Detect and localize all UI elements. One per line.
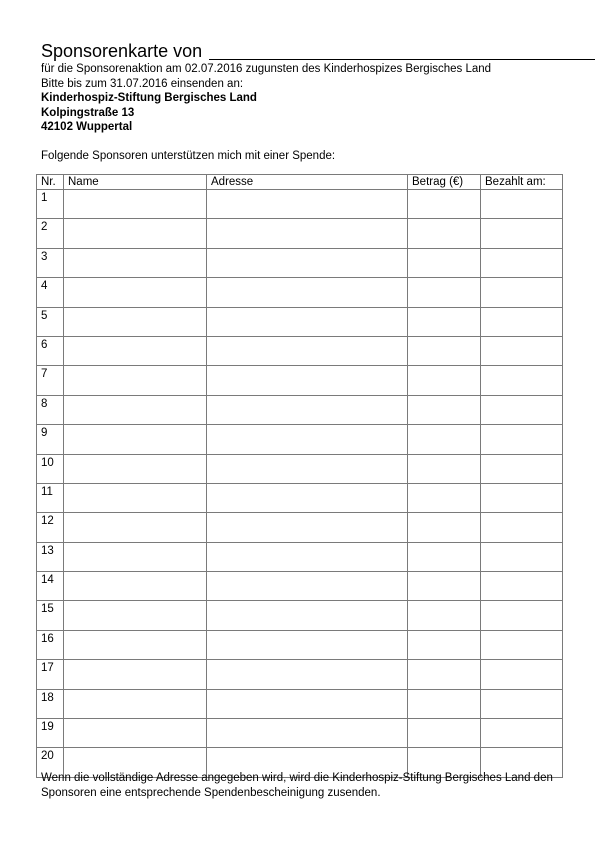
- paid-date-cell[interactable]: [481, 219, 563, 248]
- row-number: 19: [37, 719, 64, 748]
- row-number: 12: [37, 513, 64, 542]
- paid-date-cell[interactable]: [481, 248, 563, 277]
- name-cell[interactable]: [64, 278, 207, 307]
- table-row: [37, 660, 563, 689]
- amount-cell[interactable]: [408, 366, 481, 395]
- row-number: 3: [37, 248, 64, 277]
- name-cell[interactable]: [64, 454, 207, 483]
- row-number: 8: [37, 395, 64, 424]
- paid-date-cell[interactable]: [481, 336, 563, 365]
- amount-cell[interactable]: [408, 630, 481, 659]
- table-row: [37, 454, 563, 483]
- intro-block: [41, 62, 491, 135]
- amount-cell[interactable]: [408, 719, 481, 748]
- table-header-row: [37, 175, 563, 190]
- header-paid: Bezahlt am:: [481, 175, 563, 190]
- amount-cell[interactable]: [408, 278, 481, 307]
- table-row: [37, 190, 563, 219]
- row-number: 17: [37, 660, 64, 689]
- paid-date-cell[interactable]: [481, 513, 563, 542]
- amount-cell[interactable]: [408, 219, 481, 248]
- name-cell[interactable]: [64, 483, 207, 512]
- address-cell[interactable]: [207, 278, 408, 307]
- row-number: 20: [37, 748, 64, 777]
- row-number: 9: [37, 425, 64, 454]
- amount-cell[interactable]: [408, 660, 481, 689]
- paid-date-cell[interactable]: [481, 366, 563, 395]
- name-cell[interactable]: [64, 395, 207, 424]
- row-number: 13: [37, 542, 64, 571]
- table-row: [37, 366, 563, 395]
- amount-cell[interactable]: [408, 248, 481, 277]
- amount-cell[interactable]: [408, 454, 481, 483]
- intro-line-campaign: für die Sponsorenaktion am 02.07.2016 zugunsten des Kinderhospizes Bergisches Land: [41, 63, 492, 75]
- name-fill-line: [209, 59, 595, 60]
- paid-date-cell[interactable]: [481, 572, 563, 601]
- sponsor-table: [36, 174, 563, 778]
- paid-date-cell[interactable]: [481, 395, 563, 424]
- address-cell[interactable]: [207, 219, 408, 248]
- name-cell[interactable]: [64, 513, 207, 542]
- address-cell[interactable]: [207, 689, 408, 718]
- row-number: 16: [37, 630, 64, 659]
- table-row: [37, 542, 563, 571]
- address-cell[interactable]: [207, 248, 408, 277]
- sponsor-lead-text: Folgende Sponsoren unterstützen mich mit einer Spende:: [41, 150, 336, 162]
- name-cell[interactable]: [64, 542, 207, 571]
- address-cell[interactable]: [207, 307, 408, 336]
- table-row: [37, 719, 563, 748]
- paid-date-cell[interactable]: [481, 190, 563, 219]
- name-cell[interactable]: [64, 630, 207, 659]
- row-number: 4: [37, 278, 64, 307]
- amount-cell[interactable]: [408, 307, 481, 336]
- row-number: 18: [37, 689, 64, 718]
- paid-date-cell[interactable]: [481, 278, 563, 307]
- address-cell[interactable]: [207, 425, 408, 454]
- recipient-city: 42102 Wuppertal: [41, 121, 133, 133]
- address-cell[interactable]: [207, 366, 408, 395]
- paid-date-cell[interactable]: [481, 542, 563, 571]
- paid-date-cell[interactable]: [481, 660, 563, 689]
- row-number: 1: [37, 190, 64, 219]
- name-cell[interactable]: [64, 601, 207, 630]
- address-cell[interactable]: [207, 660, 408, 689]
- name-cell[interactable]: [64, 425, 207, 454]
- address-cell[interactable]: [207, 572, 408, 601]
- table-row: [37, 513, 563, 542]
- table-row: [37, 336, 563, 365]
- name-cell[interactable]: [64, 572, 207, 601]
- paid-date-cell[interactable]: [481, 601, 563, 630]
- header-address: Adresse: [207, 175, 408, 190]
- row-number: 10: [37, 454, 64, 483]
- paid-date-cell[interactable]: [481, 719, 563, 748]
- header-nr: Nr.: [37, 175, 64, 190]
- name-cell[interactable]: [64, 307, 207, 336]
- name-cell[interactable]: [64, 366, 207, 395]
- name-cell[interactable]: [64, 248, 207, 277]
- row-number: 7: [37, 366, 64, 395]
- amount-cell[interactable]: [408, 572, 481, 601]
- table-row: [37, 689, 563, 718]
- table-row: [37, 572, 563, 601]
- paid-date-cell[interactable]: [481, 307, 563, 336]
- amount-cell[interactable]: [408, 483, 481, 512]
- paid-date-cell[interactable]: [481, 425, 563, 454]
- paid-date-cell[interactable]: [481, 483, 563, 512]
- row-number: 15: [37, 601, 64, 630]
- footer-note: Wenn die vollständige Adresse angegeben wird, wird die Kinderhospiz-Stiftung Bergisches Land den Sponsoren eine entsprechende Spendenbescheinigung zusenden.: [41, 772, 553, 799]
- name-cell[interactable]: [64, 660, 207, 689]
- address-cell[interactable]: [207, 542, 408, 571]
- table-row: [37, 601, 563, 630]
- table-row: [37, 483, 563, 512]
- amount-cell[interactable]: [408, 513, 481, 542]
- header-amount: Betrag (€): [408, 175, 481, 190]
- name-cell[interactable]: [64, 190, 207, 219]
- address-cell[interactable]: [207, 395, 408, 424]
- row-number: 5: [37, 307, 64, 336]
- table-row: [37, 630, 563, 659]
- table-row: [37, 307, 563, 336]
- address-cell[interactable]: [207, 630, 408, 659]
- address-cell[interactable]: [207, 454, 408, 483]
- address-cell[interactable]: [207, 719, 408, 748]
- table-row: [37, 395, 563, 424]
- table-row: [37, 278, 563, 307]
- name-cell[interactable]: [64, 219, 207, 248]
- amount-cell[interactable]: [408, 425, 481, 454]
- amount-cell[interactable]: [408, 601, 481, 630]
- recipient-street: Kolpingstraße 13: [41, 106, 135, 119]
- row-number: 2: [37, 219, 64, 248]
- recipient-name: Kinderhospiz-Stiftung Bergisches Land: [41, 92, 257, 104]
- header-name: Name: [64, 175, 207, 190]
- amount-cell[interactable]: [408, 336, 481, 365]
- amount-cell[interactable]: [408, 395, 481, 424]
- table-row: [37, 425, 563, 454]
- row-number: 14: [37, 572, 64, 601]
- name-cell[interactable]: [64, 336, 207, 365]
- address-cell[interactable]: [207, 601, 408, 630]
- paid-date-cell[interactable]: [481, 454, 563, 483]
- table-row: [37, 219, 563, 248]
- table-row: [37, 248, 563, 277]
- address-cell[interactable]: [207, 336, 408, 365]
- page-title-row: [41, 40, 561, 62]
- paid-date-cell[interactable]: [481, 689, 563, 718]
- row-number: 6: [37, 336, 64, 365]
- address-cell[interactable]: [207, 513, 408, 542]
- address-cell[interactable]: [207, 483, 408, 512]
- name-cell[interactable]: [64, 689, 207, 718]
- name-cell[interactable]: [64, 719, 207, 748]
- amount-cell[interactable]: [408, 190, 481, 219]
- intro-line-deadline: Bitte bis zum 31.07.2016 einsenden an:: [41, 77, 244, 90]
- amount-cell[interactable]: [408, 542, 481, 571]
- amount-cell[interactable]: [408, 689, 481, 718]
- address-cell[interactable]: [207, 190, 408, 219]
- row-number: 11: [37, 483, 64, 512]
- paid-date-cell[interactable]: [481, 630, 563, 659]
- page-title: Sponsorenkarte von: [41, 41, 203, 61]
